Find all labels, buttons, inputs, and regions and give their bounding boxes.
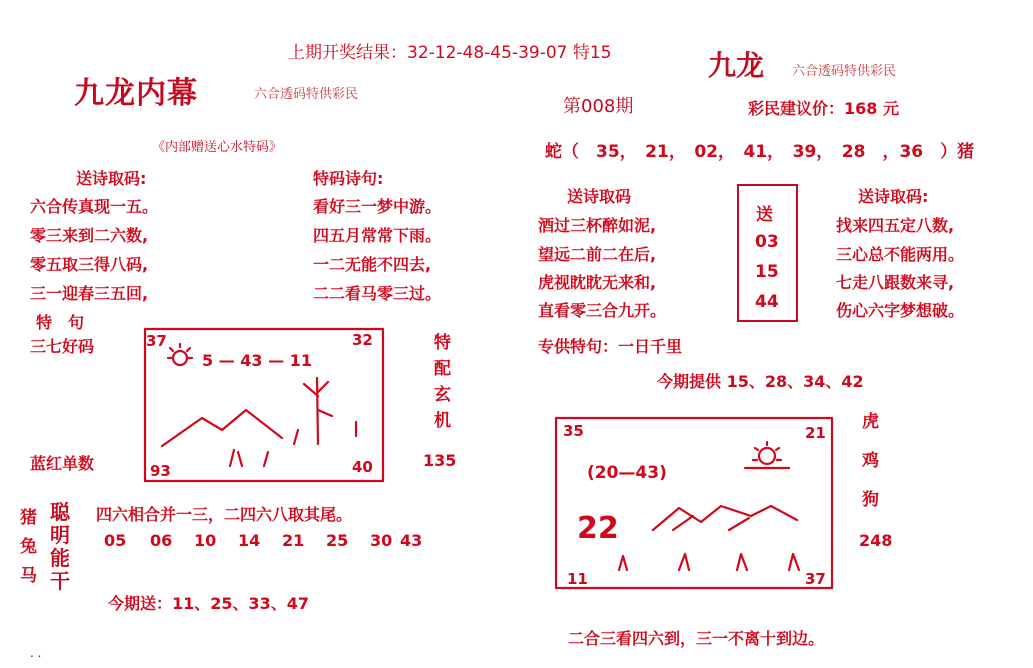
- left-sketch-bottom-left: 93: [150, 462, 171, 480]
- send-box-number: 03: [755, 232, 779, 252]
- right-poem-left-line: 直看零三合九开。: [538, 301, 667, 320]
- right-sketch: [553, 412, 835, 594]
- number: 05: [104, 531, 127, 550]
- left-poem-line: 三一迎春三五回,: [30, 284, 149, 303]
- send-box-number: 44: [755, 292, 779, 312]
- grass-icon: [230, 422, 356, 466]
- right-title: 九龙: [708, 49, 765, 82]
- tree-icon: [304, 378, 332, 444]
- left-special-line: 一二无能不四去,: [313, 255, 432, 274]
- right-poem-heading-right: 送诗取码:: [858, 187, 929, 206]
- left-today-send: 今期送：11、25、33、47: [108, 594, 310, 613]
- left-side-vertical-2: 配: [434, 359, 451, 379]
- left-blue-red: 蓝红单数: [30, 454, 95, 473]
- right-sketch-top-right: 21: [805, 424, 826, 442]
- right-poem-left-line: 虎视眈眈无来和,: [538, 273, 657, 292]
- left-special-heading: 特码诗句:: [313, 169, 384, 188]
- number: 06: [150, 531, 173, 550]
- mountain-icon: [673, 516, 749, 530]
- footer-dots: . .: [30, 646, 42, 660]
- mountain-icon: [162, 410, 282, 446]
- left-title: 九龙内幕: [74, 76, 198, 111]
- right-poem-right-line: 三心总不能两用。: [836, 245, 965, 264]
- right-sketch-bottom-right: 37: [805, 570, 826, 588]
- left-smart: 明: [50, 523, 70, 547]
- number: 10: [194, 531, 217, 550]
- left-subtitle: 六合透码特供彩民: [254, 87, 359, 102]
- left-tejv-label: 特 句: [36, 313, 85, 332]
- right-poem-left-line: 酒过三杯醉如泥,: [538, 216, 657, 235]
- left-special-line: 看好三一梦中游。: [313, 197, 442, 216]
- left-special-line: 二二看马零三过。: [313, 284, 442, 303]
- left-smart: 聪: [50, 500, 70, 524]
- send-box-number: 15: [755, 262, 779, 282]
- last-result: 上期开奖结果：32-12-48-45-39-07 特15: [288, 43, 612, 63]
- left-poem-heading: 送诗取码:: [76, 169, 147, 188]
- number: 43: [400, 531, 423, 550]
- left-sketch: [142, 326, 386, 484]
- right-today-offer: 今期提供 15、28、34、42: [657, 372, 864, 391]
- left-sketch-top-left: 37: [146, 332, 167, 350]
- right-price: 彩民建议价：168 元: [748, 99, 899, 118]
- left-sketch-scrawl: 5 — 43 — 11: [202, 351, 312, 370]
- right-special-sentence: 专供特句：一日千里: [538, 337, 683, 356]
- sun-icon: [745, 442, 789, 468]
- left-tagline: 《内部赠送心水特码》: [152, 140, 283, 155]
- left-zodiac: 兔: [20, 537, 37, 557]
- left-zodiac: 马: [20, 566, 37, 586]
- left-sketch-top-right: 32: [352, 331, 373, 349]
- number: 21: [282, 531, 305, 550]
- left-special-line: 四五月常常下雨。: [313, 226, 442, 245]
- right-sketch-top-left: 35: [563, 422, 584, 440]
- right-poem-right-line: 伤心六字梦想破。: [836, 301, 965, 320]
- right-bottom-line: 二合三看四六到，三一不离十到边。: [568, 629, 825, 648]
- left-side-vertical-4: 机: [434, 411, 451, 431]
- sun-icon: [168, 344, 192, 365]
- right-poem-right-line: 七走八跟数来寻,: [836, 273, 955, 292]
- right-subtitle: 六合透码特供彩民: [792, 64, 897, 79]
- right-issue: 第008期: [563, 96, 634, 117]
- right-poem-left-line: 望远二前二在后,: [538, 245, 657, 264]
- left-side-vertical-1: 特: [434, 333, 451, 353]
- right-poem-right-line: 找来四五定八数,: [836, 216, 955, 235]
- right-side-zodiac: 狗: [862, 490, 879, 510]
- left-smart: 干: [50, 569, 70, 593]
- left-smart: 能: [50, 546, 70, 570]
- number: 25: [326, 531, 349, 550]
- right-sketch-bottom-left: 11: [567, 570, 588, 588]
- left-zodiac: 猪: [20, 508, 37, 528]
- right-snake-line: 蛇（ 35， 21， 02， 41， 39， 28 ，36 ）猪: [545, 142, 975, 162]
- right-sketch-scrawl: (20—43): [587, 463, 667, 483]
- left-side-number: 135: [423, 451, 457, 470]
- grass-icon: [619, 554, 799, 570]
- right-side-zodiac: 虎: [862, 412, 879, 432]
- number: 30: [370, 531, 393, 550]
- left-poem-line: 零五取三得八码,: [30, 255, 149, 274]
- left-side-vertical-3: 玄: [434, 385, 451, 405]
- left-poem-line: 零三来到二六数,: [30, 226, 149, 245]
- left-good-code: 三七好码: [30, 337, 95, 356]
- left-rule-line: 四六相合并一三，二四六八取其尾。: [96, 505, 353, 524]
- right-side-zodiac: 鸡: [862, 451, 879, 471]
- right-sketch-big: 22: [577, 511, 619, 546]
- right-poem-heading-left: 送诗取码: [567, 187, 632, 206]
- right-side-number: 248: [859, 531, 893, 550]
- number: 14: [238, 531, 261, 550]
- mountain-icon: [653, 506, 797, 530]
- left-sketch-bottom-right: 40: [352, 458, 373, 476]
- left-poem-line: 六合传真现一五。: [30, 197, 159, 216]
- send-box-label: 送: [756, 205, 773, 225]
